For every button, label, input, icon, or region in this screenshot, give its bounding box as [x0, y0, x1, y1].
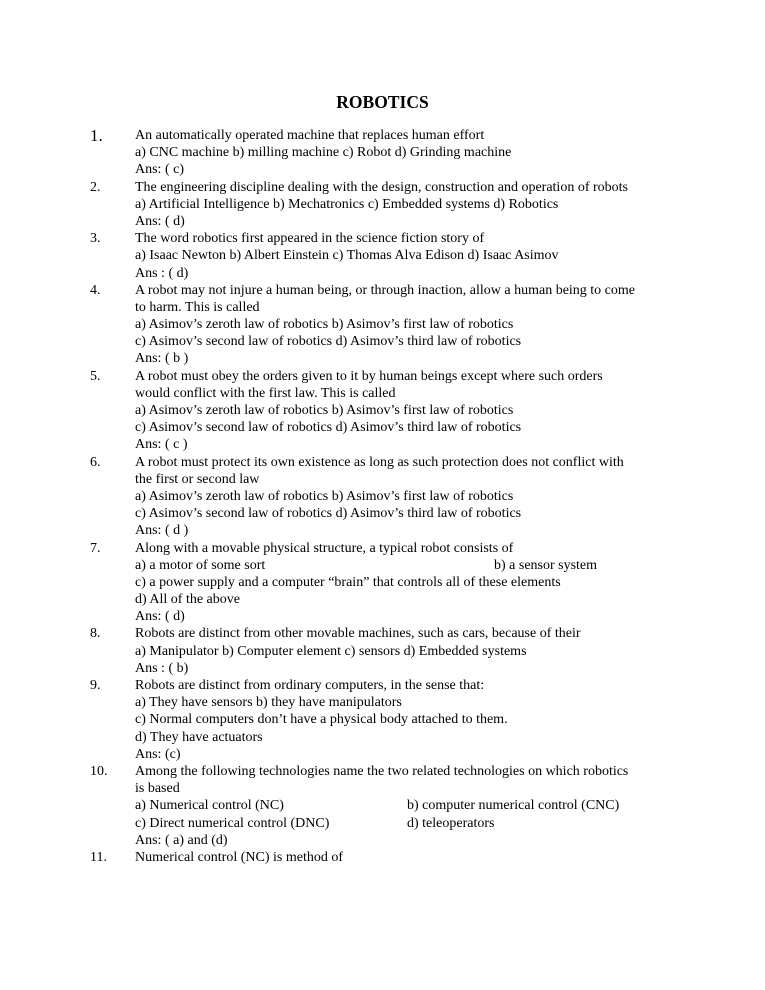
question-text: The word robotics first appeared in the science fiction story of	[135, 231, 485, 247]
answer: Ans : ( b)	[135, 660, 189, 676]
question-number: 9.	[90, 678, 101, 693]
answer: Ans: ( a) and (d)	[135, 832, 228, 848]
question-10	[90, 763, 690, 849]
question-4	[90, 282, 690, 368]
option-b: b) a sensor system	[494, 557, 598, 573]
options-line: a) They have sensors b) they have manipulators	[135, 695, 402, 711]
question-text-line: the first or second law	[135, 471, 260, 487]
option-d: d) teleoperators	[407, 815, 495, 831]
option-b: b) computer numerical control (CNC)	[407, 798, 620, 814]
question-text-line: would conflict with the first law. This is called	[135, 385, 396, 401]
option-c: c) a power supply and a computer “brain” that controls all of these elements	[135, 574, 561, 590]
options-line: a) Asimov’s zeroth law of robotics b) Asimov’s first law of robotics	[135, 488, 514, 504]
option-d: d) All of the above	[135, 592, 240, 608]
question-text-line: A robot must protect its own existence as long as such protection does not conflict with	[135, 454, 624, 470]
question-text: An automatically operated machine that replaces human effort	[135, 128, 485, 143]
question-text-line: is based	[135, 781, 180, 797]
question-number: 3.	[90, 231, 101, 247]
question-1	[90, 127, 690, 179]
question-number: 2.	[90, 179, 101, 195]
options-line: a) Isaac Newton b) Albert Einstein c) Thomas Alva Edison d) Isaac Asimov	[135, 248, 559, 264]
question-5	[90, 368, 690, 454]
question-list	[90, 127, 690, 866]
option-c: c) Direct numerical control (DNC)	[135, 815, 330, 831]
question-text-line: Among the following technologies name the two related technologies on which robotics	[135, 763, 629, 779]
question-11	[90, 849, 690, 866]
option-a: a) a motor of some sort	[135, 557, 266, 573]
answer: Ans: ( b )	[135, 351, 189, 367]
question-6	[90, 454, 690, 540]
question-text-line: to harm. This is called	[135, 299, 260, 315]
answer: Ans: ( d )	[135, 523, 189, 539]
question-number: 4.	[90, 282, 101, 298]
answer: Ans: ( d)	[135, 213, 185, 229]
question-2	[90, 179, 690, 231]
options-line: c) Asimov’s second law of robotics d) Asimov’s third law of robotics	[135, 334, 522, 350]
question-text-line: A robot must obey the orders given to it by human beings except where such orders	[135, 368, 603, 384]
options-line: a) CNC machine b) milling machine c) Robot d) Grinding machine	[135, 145, 512, 161]
options-line: a) Manipulator b) Computer element c) sensors d) Embedded systems	[135, 643, 527, 659]
answer: Ans: (c)	[135, 746, 181, 762]
options-line: c) Normal computers don’t have a physical body attached to them.	[135, 712, 508, 728]
question-number: 8.	[90, 626, 101, 642]
question-text: Robots are distinct from ordinary computers, in the sense that:	[135, 678, 485, 693]
page-title: ROBOTICS	[336, 92, 429, 112]
options-line: d) They have actuators	[135, 729, 263, 745]
answer: Ans: ( d)	[135, 609, 185, 625]
question-number: 10.	[90, 763, 108, 779]
options-line: a) Artificial Intelligence b) Mechatronics c) Embedded systems d) Robotics	[135, 196, 559, 212]
question-7	[90, 540, 690, 626]
question-text: Robots are distinct from other movable machines, such as cars, because of their	[135, 626, 581, 642]
question-9	[90, 677, 690, 763]
question-number: 7.	[90, 540, 101, 556]
answer: Ans : ( d)	[135, 265, 189, 281]
options-line: a) Asimov’s zeroth law of robotics b) Asimov’s first law of robotics	[135, 317, 514, 333]
options-line: a) Asimov’s zeroth law of robotics b) Asimov’s first law of robotics	[135, 403, 514, 418]
question-text: Numerical control (NC) is method of	[135, 849, 344, 865]
question-3	[90, 230, 690, 282]
question-number: 1.	[90, 126, 103, 145]
question-number: 5.	[90, 368, 101, 384]
question-text: Along with a movable physical structure, a typical robot consists of	[135, 540, 514, 556]
options-line: c) Asimov’s second law of robotics d) Asimov’s third law of robotics	[135, 420, 522, 436]
question-text: The engineering discipline dealing with the design, construction and operation of robots	[135, 179, 628, 195]
question-number: 11.	[90, 849, 107, 865]
answer: Ans: ( c )	[135, 437, 188, 453]
question-8	[90, 625, 690, 677]
question-text-line: A robot may not injure a human being, or through inaction, allow a human being to come	[135, 282, 636, 298]
question-number: 6.	[90, 454, 101, 470]
options-line: c) Asimov’s second law of robotics d) Asimov’s third law of robotics	[135, 506, 522, 522]
option-a: a) Numerical control (NC)	[135, 798, 284, 814]
answer: Ans: ( c)	[135, 162, 184, 178]
